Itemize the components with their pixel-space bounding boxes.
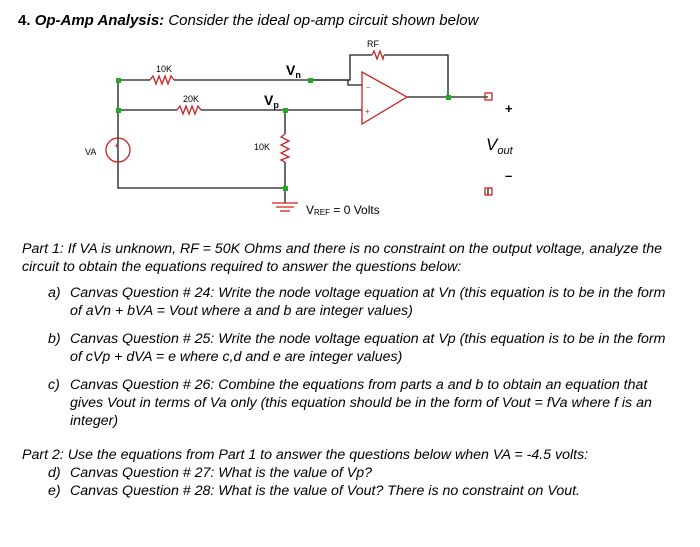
question-text: Canvas Question # 25: Write the node voltage equation at Vp (this equation is to be in the form of cVp + dVA = e where c,d and e are integer values): [70, 331, 666, 365]
resistor-10k-top: [150, 76, 174, 84]
opamp-minus-label: –: [366, 83, 371, 92]
question-label: a): [48, 285, 61, 301]
label-r2: 20K: [183, 94, 200, 104]
label-vref: VREF = 0 Volts: [306, 203, 380, 217]
junction-vp: [283, 108, 288, 113]
opamp-plus-label: +: [365, 107, 370, 116]
resistor-10k-bottom: [281, 134, 289, 162]
label-r3: 10K: [254, 142, 271, 152]
question-label: c): [48, 377, 60, 393]
resistor-rf: [372, 51, 384, 59]
wire-left-bus: [118, 80, 285, 188]
problem-description: Consider the ideal op-amp circuit shown below: [168, 12, 479, 29]
label-vout: $V_{out}$: [486, 135, 513, 157]
label-vp: $V_p$: [264, 92, 279, 110]
output-plus-sign: +: [505, 101, 513, 116]
junction-ground: [283, 186, 288, 191]
junction-vn: [308, 78, 313, 83]
label-va: VA: [85, 147, 97, 157]
problem-number: 4.: [18, 12, 31, 29]
question-label: e): [48, 483, 61, 499]
part2-intro: Part 2: Use the equations from Part 1 to answer the questions below when VA = -4.5 volts:: [22, 447, 589, 463]
question-label: d): [48, 465, 61, 481]
junction-left-top: [116, 78, 121, 83]
label-vn: $V_n$: [286, 62, 301, 80]
part1-intro: Part 1: If VA is unknown, RF = 50K Ohms and there is no constraint on the output voltage, analyze the circuit to obtain the equations required to answer the questions below:: [22, 241, 662, 275]
question-text: Canvas Question # 28: What is the value of Vout? There is no constraint on Vout.: [70, 483, 580, 499]
label-rf: RF: [367, 39, 379, 49]
junction-output: [446, 95, 451, 100]
question-label: b): [48, 331, 61, 347]
label-r1: 10K: [156, 64, 173, 74]
source-plus-label: +: [114, 141, 120, 151]
question-text: Canvas Question # 27: What is the value of Vp?: [70, 465, 373, 481]
wire-vn-to-minus: [310, 80, 362, 85]
problem-heading: Op-Amp Analysis:: [34, 12, 165, 29]
output-minus-sign: –: [505, 168, 513, 183]
junction-left-mid: [116, 108, 121, 113]
wire-vn-to-rf: [310, 55, 372, 80]
question-text: Canvas Question # 24: Write the node voltage equation at Vn (this equation is to be in the form of aVn + bVA = Vout where a and b are integer values): [70, 285, 666, 319]
op-amp-circuit-diagram: [0, 0, 700, 235]
resistor-20k: [177, 106, 201, 114]
question-text: Canvas Question # 26: Combine the equations from parts a and b to obtain an equation that gives Vout in terms of Va only (this equation should be in the form of Vout = fVa where f is an integer): [70, 377, 652, 429]
op-amp-triangle: [362, 72, 407, 124]
wire-rf-to-output: [384, 55, 448, 97]
